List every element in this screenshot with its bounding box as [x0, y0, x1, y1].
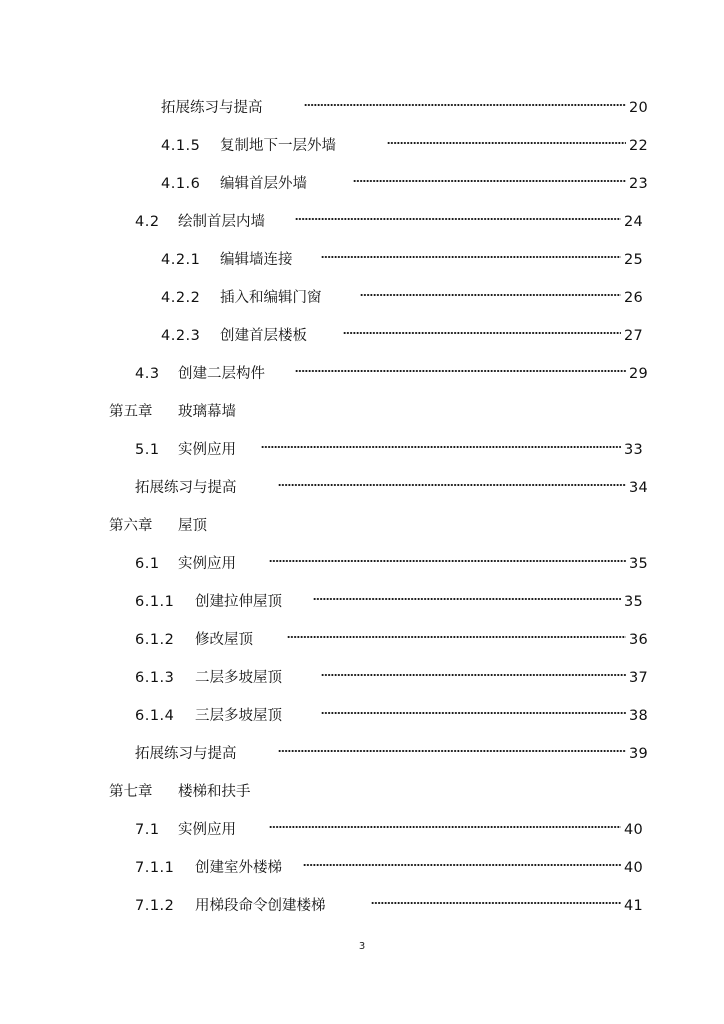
- toc-entry: [135, 477, 648, 499]
- toc-leader-dots: [321, 710, 626, 716]
- toc-chapter-number: 第六章: [109, 518, 153, 534]
- toc-entry-page: 35: [623, 594, 643, 610]
- toc-entry: [135, 363, 648, 385]
- toc-entry-page: 40: [623, 822, 643, 838]
- toc-entry-page: 37: [628, 670, 648, 686]
- toc-entry: [135, 705, 648, 727]
- toc-entry: [161, 249, 643, 271]
- toc-chapter-heading: [109, 781, 409, 803]
- toc-leader-dots: [360, 292, 621, 298]
- toc-entry-title: 实例应用: [178, 556, 236, 572]
- toc-leader-dots: [371, 900, 621, 906]
- toc-entry-title: 创建拉伸屋顶: [195, 594, 282, 610]
- toc-chapter-heading: [109, 515, 409, 537]
- toc-entry-title: 二层多坡屋顶: [195, 670, 282, 686]
- toc-entry: [161, 173, 648, 195]
- toc-leader-dots: [269, 558, 626, 564]
- toc-leader-dots: [295, 216, 621, 222]
- toc-chapter-title: 屋顶: [178, 518, 207, 534]
- footer-page-number: 3: [358, 941, 366, 952]
- toc-entry-number: 6.1: [135, 556, 160, 572]
- toc-entry: [161, 325, 643, 347]
- toc-entry-number: 7.1.2: [135, 898, 175, 914]
- toc-entry-title: 绘制首层内墙: [178, 214, 265, 230]
- toc-chapter-number: 第七章: [109, 784, 153, 800]
- toc-entry: [161, 97, 648, 119]
- toc-entry-page: 39: [628, 746, 648, 762]
- toc-entry-title: 三层多坡屋顶: [195, 708, 282, 724]
- toc-entry-page: 24: [623, 214, 643, 230]
- toc-entry-page: 27: [623, 328, 643, 344]
- toc-entry-page: 33: [623, 442, 643, 458]
- toc-entry-number: 6.1.1: [135, 594, 175, 610]
- toc-leader-dots: [353, 178, 626, 184]
- toc-entry: [135, 439, 643, 461]
- toc-entry: [161, 287, 643, 309]
- toc-chapter-title: 玻璃幕墙: [178, 404, 236, 420]
- toc-leader-dots: [261, 444, 621, 450]
- toc-entry-page: 20: [628, 100, 648, 116]
- toc-entry-title: 拓展练习与提高: [135, 480, 237, 496]
- toc-entry-page: 29: [628, 366, 648, 382]
- toc-entry-title: 创建室外楼梯: [195, 860, 282, 876]
- toc-entry: [161, 135, 648, 157]
- toc-entry-number: 4.2: [135, 214, 160, 230]
- toc-entry: [135, 819, 643, 841]
- toc-entry-title: 编辑首层外墙: [220, 176, 307, 192]
- toc-entry: [135, 629, 648, 651]
- toc-entry-number: 4.2.1: [161, 252, 201, 268]
- toc-entry: [135, 895, 643, 917]
- toc-entry-title: 拓展练习与提高: [135, 746, 237, 762]
- toc-leader-dots: [287, 634, 626, 640]
- toc-entry-title: 修改屋顶: [195, 632, 253, 648]
- toc-leader-dots: [321, 672, 626, 678]
- toc-entry-page: 23: [628, 176, 648, 192]
- toc-entry-title: 插入和编辑门窗: [220, 290, 322, 306]
- toc-entry-title: 创建二层构件: [178, 366, 265, 382]
- toc-entry: [135, 211, 643, 233]
- toc-leader-dots: [387, 140, 626, 146]
- toc-entry-page: 41: [623, 898, 643, 914]
- toc-leader-dots: [313, 596, 621, 602]
- toc-leader-dots: [304, 102, 626, 108]
- toc-entry-page: 25: [623, 252, 643, 268]
- toc-entry-page: 38: [628, 708, 648, 724]
- toc-entry-title: 拓展练习与提高: [161, 100, 263, 116]
- toc-entry-number: 5.1: [135, 442, 160, 458]
- toc-chapter-title: 楼梯和扶手: [178, 784, 251, 800]
- toc-entry-page: 34: [628, 480, 648, 496]
- toc-entry-title: 实例应用: [178, 822, 236, 838]
- toc-entry-page: 36: [628, 632, 648, 648]
- toc-entry-page: 26: [623, 290, 643, 306]
- toc-entry-title: 创建首层楼板: [220, 328, 307, 344]
- toc-entry-number: 4.2.2: [161, 290, 201, 306]
- toc-entry: [135, 667, 648, 689]
- toc-leader-dots: [343, 330, 621, 336]
- toc-chapter-heading: [109, 401, 409, 423]
- toc-entry-title: 用梯段命令创建楼梯: [195, 898, 326, 914]
- toc-entry-number: 6.1.2: [135, 632, 175, 648]
- toc-entry-number: 7.1: [135, 822, 160, 838]
- toc-entry-page: 35: [628, 556, 648, 572]
- toc-leader-dots: [278, 748, 626, 754]
- toc-entry-title: 实例应用: [178, 442, 236, 458]
- toc-entry-number: 7.1.1: [135, 860, 175, 876]
- toc-entry-number: 4.2.3: [161, 328, 201, 344]
- toc-entry: [135, 857, 643, 879]
- toc-entry-number: 6.1.4: [135, 708, 175, 724]
- toc-entry-number: 4.1.6: [161, 176, 201, 192]
- toc-leader-dots: [295, 368, 626, 374]
- toc-entry-number: 4.1.5: [161, 138, 201, 154]
- toc-entry-title: 复制地下一层外墙: [220, 138, 336, 154]
- toc-leader-dots: [303, 862, 621, 868]
- toc-chapter-number: 第五章: [109, 404, 153, 420]
- toc-entry: [135, 743, 648, 765]
- toc-leader-dots: [269, 824, 621, 830]
- toc-entry-page: 40: [623, 860, 643, 876]
- toc-entry-number: 6.1.3: [135, 670, 175, 686]
- toc-entry-number: 4.3: [135, 366, 160, 382]
- toc-leader-dots: [278, 482, 626, 488]
- toc-entry: [135, 553, 648, 575]
- toc-entry-page: 22: [628, 138, 648, 154]
- toc-leader-dots: [321, 254, 621, 260]
- toc-entry-title: 编辑墙连接: [220, 252, 293, 268]
- toc-entry: [135, 591, 643, 613]
